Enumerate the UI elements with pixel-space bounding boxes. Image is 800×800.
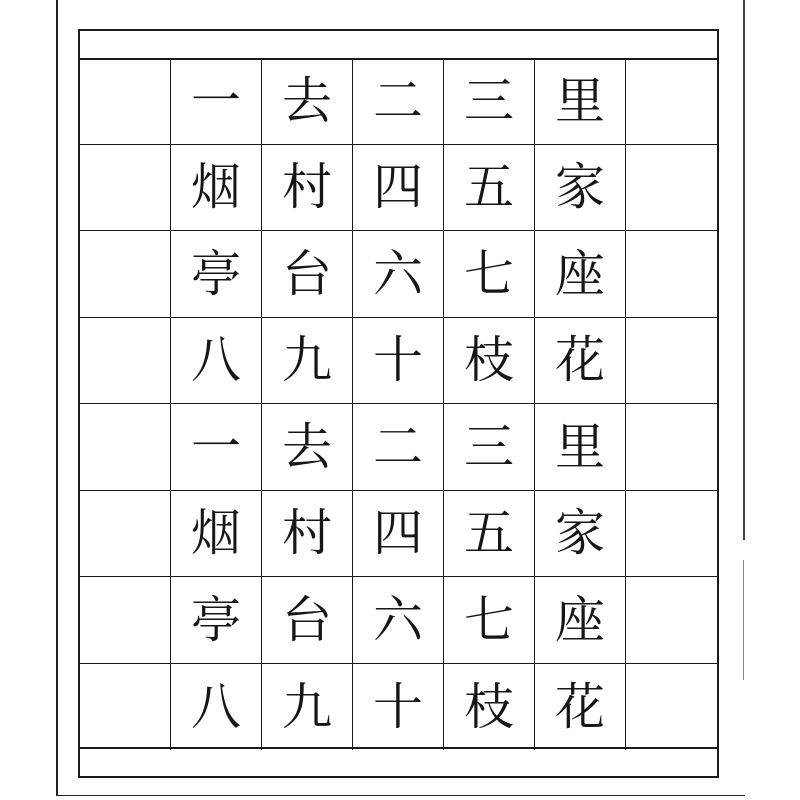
- character-cell: 花: [535, 664, 626, 751]
- blank-cell: [626, 318, 717, 405]
- character-cell: 里: [535, 404, 626, 491]
- character-cell: 十: [353, 664, 444, 751]
- character-cell: 枝: [444, 664, 535, 751]
- character-cell: 八: [171, 318, 262, 405]
- character-cell: 亭: [171, 577, 262, 664]
- character-cell: 台: [262, 231, 353, 318]
- blank-cell: [626, 58, 717, 145]
- character-cell: 三: [444, 58, 535, 145]
- character-cell: 二: [353, 404, 444, 491]
- character-cell: 四: [353, 491, 444, 578]
- blank-cell: [626, 664, 717, 751]
- character-cell: 六: [353, 577, 444, 664]
- character-cell: 家: [535, 491, 626, 578]
- character-cell: 九: [262, 664, 353, 751]
- page-left-edge: [56, 0, 58, 795]
- character-cell: 三: [444, 404, 535, 491]
- blank-cell: [80, 145, 171, 232]
- practice-sheet: [78, 29, 719, 778]
- blank-cell: [80, 404, 171, 491]
- character-cell: 一: [171, 58, 262, 145]
- character-cell: 一: [171, 404, 262, 491]
- character-cell: 台: [262, 577, 353, 664]
- blank-cell: [80, 577, 171, 664]
- character-cell: 二: [353, 58, 444, 145]
- character-cell: 五: [444, 491, 535, 578]
- character-cell: 九: [262, 318, 353, 405]
- character-cell: 八: [171, 664, 262, 751]
- blank-cell: [626, 577, 717, 664]
- character-cell: 村: [262, 491, 353, 578]
- top-band: [80, 31, 717, 60]
- blank-cell: [80, 58, 171, 145]
- blank-cell: [626, 145, 717, 232]
- character-cell: 烟: [171, 491, 262, 578]
- character-cell: 十: [353, 318, 444, 405]
- character-cell: 烟: [171, 145, 262, 232]
- character-cell: 七: [444, 577, 535, 664]
- bottom-band: [80, 747, 717, 776]
- blank-cell: [626, 491, 717, 578]
- character-cell: 四: [353, 145, 444, 232]
- character-cell: 七: [444, 231, 535, 318]
- character-cell: 座: [535, 577, 626, 664]
- character-cell: 花: [535, 318, 626, 405]
- character-cell: 枝: [444, 318, 535, 405]
- character-cell: 去: [262, 404, 353, 491]
- character-cell: 里: [535, 58, 626, 145]
- blank-cell: [80, 491, 171, 578]
- character-cell: 家: [535, 145, 626, 232]
- blank-cell: [80, 664, 171, 751]
- character-cell: 六: [353, 231, 444, 318]
- page-right-edge-lower: [743, 560, 744, 680]
- character-cell: 五: [444, 145, 535, 232]
- character-grid: [80, 58, 717, 750]
- page-bottom-rule: [56, 795, 745, 796]
- character-cell: 亭: [171, 231, 262, 318]
- character-cell: 村: [262, 145, 353, 232]
- page-right-edge: [743, 0, 745, 540]
- character-cell: 座: [535, 231, 626, 318]
- blank-cell: [626, 404, 717, 491]
- blank-cell: [626, 231, 717, 318]
- character-cell: 去: [262, 58, 353, 145]
- blank-cell: [80, 231, 171, 318]
- blank-cell: [80, 318, 171, 405]
